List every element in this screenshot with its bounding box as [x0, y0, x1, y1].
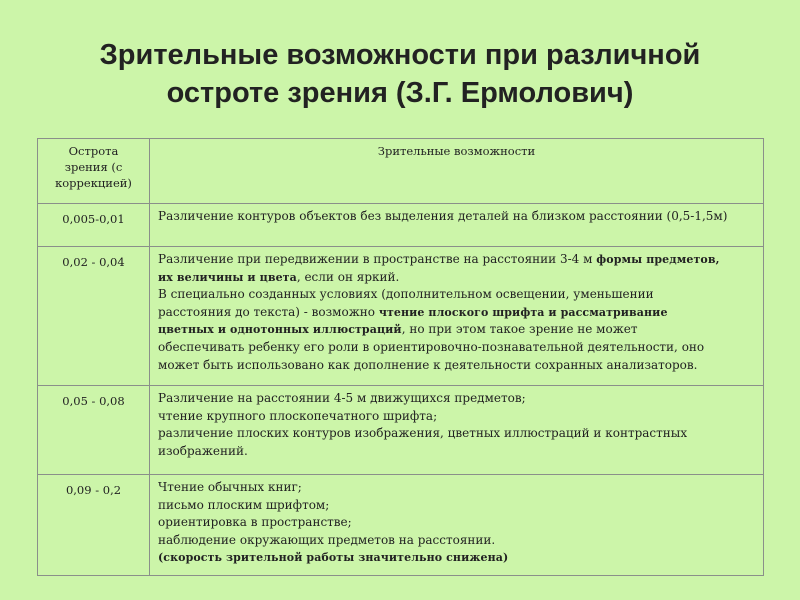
description-text: , но при этом такое зрение не может: [401, 322, 638, 337]
table-header-row: [38, 139, 764, 204]
slide-title: [0, 36, 800, 112]
acuity-cell: 0,005-0,01: [38, 204, 150, 247]
emphasized-text: (скорость зрительной работы значительно снижена): [158, 551, 509, 565]
slide-title-line-1: Зрительные возможности при различной: [99, 39, 701, 71]
acuity-cell: 0,05 - 0,08: [38, 386, 150, 475]
description-text: чтение крупного плоскопечатного шрифта;: [158, 408, 438, 423]
description-text: В специально созданных условиях (дополнительном освещении, уменьшении: [158, 287, 654, 302]
description-line: [158, 532, 755, 550]
emphasized-text: формы предметов,: [596, 253, 720, 266]
emphasized-text: их величины и цвета: [158, 270, 297, 284]
table-row: [38, 204, 764, 247]
acuity-cell: 0,09 - 0,2: [38, 475, 150, 576]
description-line: [158, 443, 755, 461]
description-text: изображений.: [158, 443, 248, 458]
description-line: [158, 549, 755, 567]
description-line: [158, 339, 755, 357]
description-line: [158, 514, 755, 532]
description-text: Чтение обычных книг;: [158, 480, 302, 494]
description-line: [158, 208, 755, 226]
description-line: [158, 390, 755, 408]
description-line: [158, 479, 755, 497]
description-line: [158, 321, 755, 339]
emphasized-text: цветных и однотонных иллюстраций: [158, 323, 402, 337]
description-line: [158, 425, 755, 443]
abilities-cell: [150, 386, 764, 475]
description-text: ориентировка в пространстве;: [158, 515, 352, 530]
emphasized-text: чтение плоского шрифта и рассматривание: [378, 305, 668, 319]
vision-table: [37, 138, 764, 576]
header-acuity: Острота зрения (с коррекцией): [38, 139, 150, 204]
description-text: расстояния до текста) - возможно: [158, 304, 379, 319]
description-text: Различение контуров объектов без выделения деталей на близком расстоянии (0,5-1,5м): [158, 209, 728, 223]
abilities-cell: [150, 475, 764, 576]
header-abilities: Зрительные возможности: [150, 139, 764, 204]
table-row: [38, 386, 764, 475]
table-row: [38, 247, 764, 386]
description-text: обеспечивать ребенку его роли в ориентировочно-познавательной деятельности, оно: [158, 339, 705, 354]
description-text: письмо плоским шрифтом;: [158, 497, 330, 512]
description-line: [158, 286, 755, 304]
description-line: [158, 497, 755, 515]
description-line: [158, 269, 755, 287]
table-row: [38, 475, 764, 576]
description-line: [158, 357, 755, 375]
slide-title-line-2: остроте зрения (З.Г. Ермолович): [166, 77, 634, 109]
description-text: может быть использовано как дополнение к деятельности сохранных анализаторов.: [158, 357, 698, 372]
description-line: [158, 251, 755, 269]
abilities-cell: [150, 204, 764, 247]
description-text: наблюдение окружающих предметов на расстоянии.: [158, 532, 496, 547]
description-text: Различение на расстоянии 4-5 м движущихся предметов;: [158, 391, 526, 405]
description-line: [158, 408, 755, 426]
description-text: различение плоских контуров изображения, цветных иллюстраций и контрастных: [158, 426, 688, 441]
acuity-cell: 0,02 - 0,04: [38, 247, 150, 386]
description-text: , если он яркий.: [296, 269, 400, 284]
description-text: Различение при передвижении в пространстве на расстоянии 3-4 м: [158, 252, 597, 266]
description-line: [158, 304, 755, 322]
abilities-cell: [150, 247, 764, 386]
